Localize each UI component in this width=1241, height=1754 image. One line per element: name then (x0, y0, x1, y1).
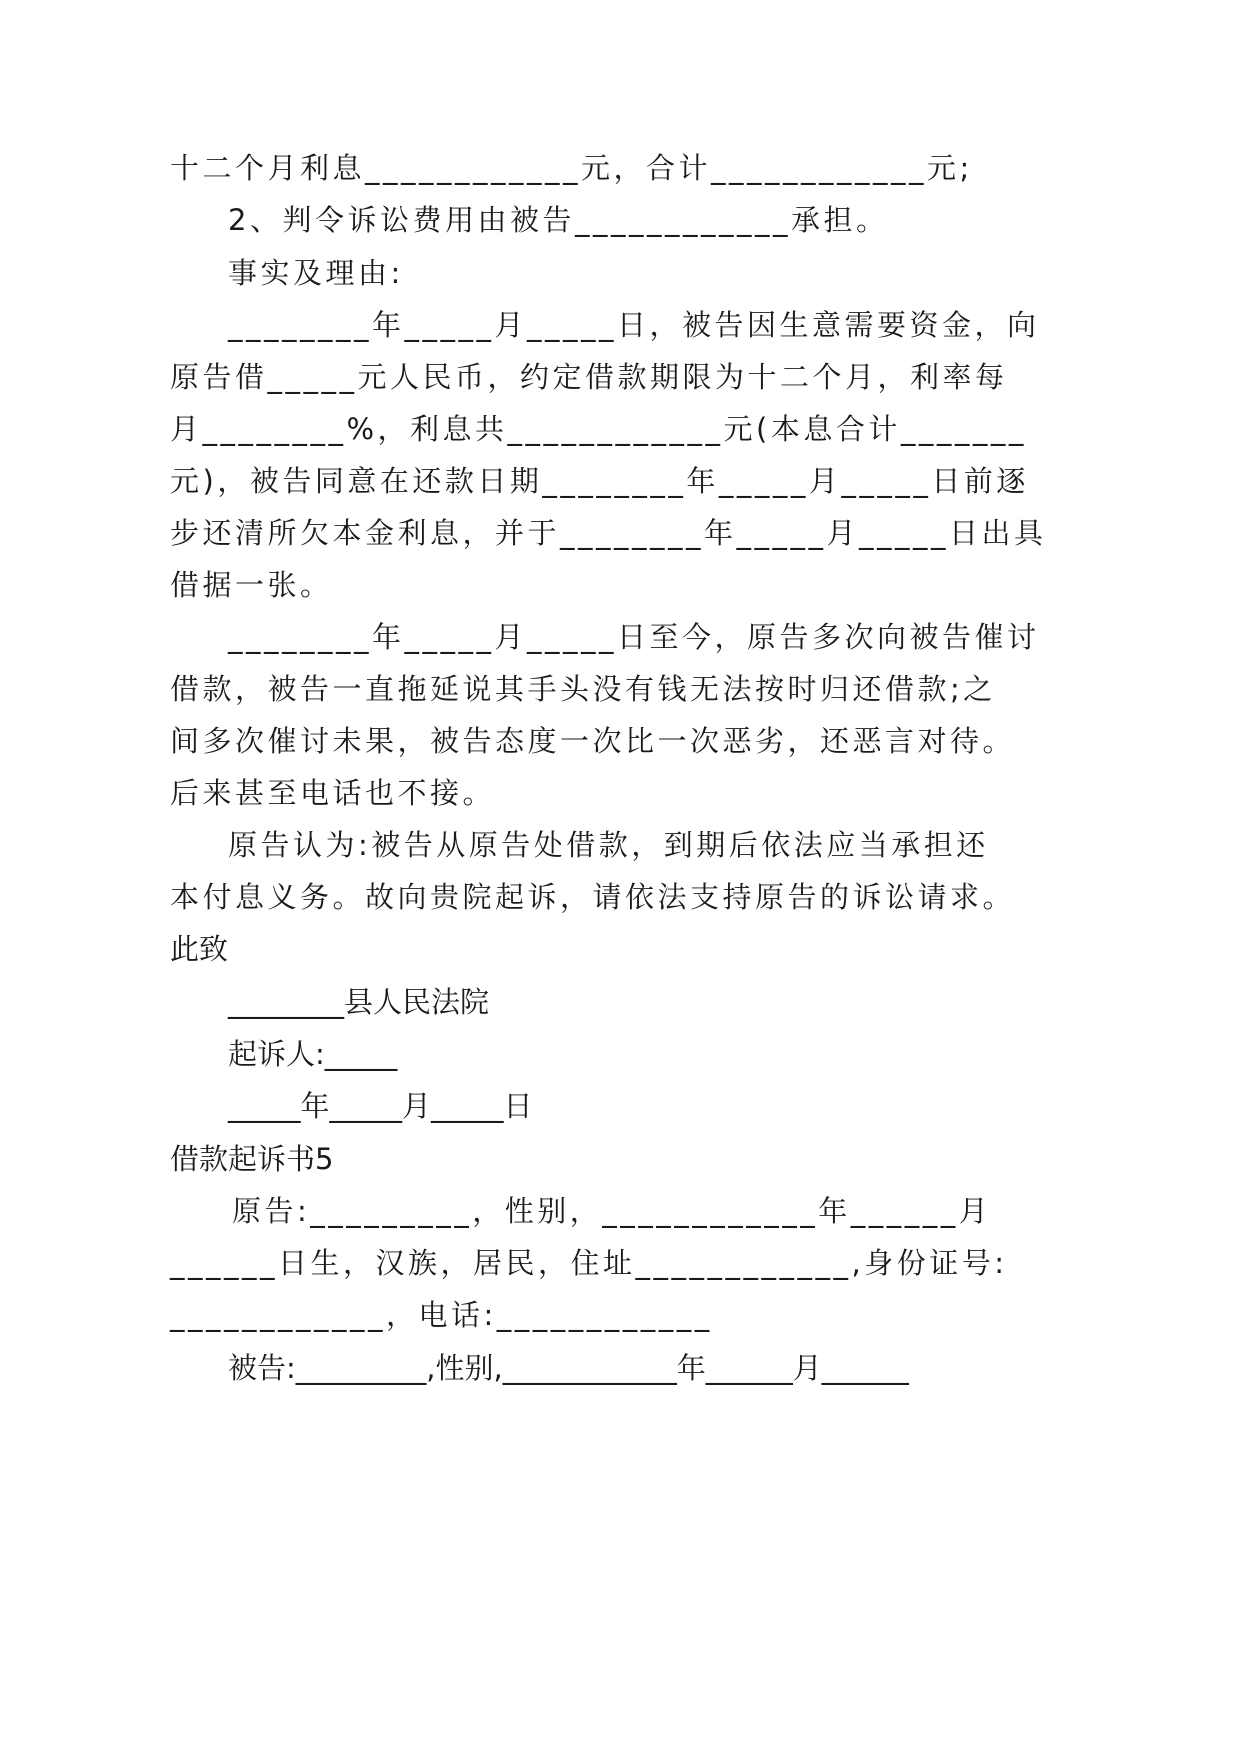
text-line: 间多次催讨未果，被告态度一次比一次恶劣，还恶言对待。 (170, 724, 1016, 758)
text-line: ________年_____月_____日，被告因生意需要资金，向 (228, 308, 1040, 342)
section-heading-facts: 事实及理由: (228, 256, 404, 290)
text-line: 本付息义务。故向贵院起诉，请依法支持原告的诉讼请求。 (170, 880, 1016, 914)
plaintiff-info-line: ____________，电话:____________ (170, 1298, 713, 1332)
defendant-info-line: 被告:_________,性别,____________年______月______ (228, 1351, 909, 1385)
text-line: 原告认为:被告从原告处借款，到期后依法应当承担还 (228, 828, 989, 862)
text-line: 借款，被告一直拖延说其手头没有钱无法按时归还借款;之 (170, 672, 996, 706)
plaintiff-info-line: 原告:_________，性别，____________年______月 (232, 1194, 992, 1228)
text-line: 后来甚至电话也不接。 (170, 776, 496, 810)
text-line: 月________%，利息共____________元(本息合计_______ (170, 412, 1027, 446)
text-line: 借据一张。 (170, 568, 333, 602)
text-line: ________年_____月_____日至今，原告多次向被告催讨 (228, 620, 1040, 654)
text-line-interest-total: 十二个月利息____________元，合计____________元; (170, 151, 973, 185)
text-line: 原告借_____元人民币，约定借款期限为十二个月，利率每 (170, 360, 1008, 394)
salutation: 此致 (170, 932, 229, 966)
text-line-litigation-cost: 2、判令诉讼费用由被告____________承担。 (228, 203, 889, 237)
document-title: 借款起诉书5 (170, 1142, 334, 1176)
court-name: ________县人民法院 (228, 985, 490, 1019)
signature-date: _____年_____月_____日 (228, 1089, 533, 1123)
plaintiff-info-line: ______日生，汉族，居民，住址____________,身份证号: (170, 1246, 1008, 1280)
text-line: 元)，被告同意在还款日期________年_____月_____日前逐 (170, 464, 1029, 498)
plaintiff-signature: 起诉人:_____ (228, 1037, 398, 1071)
text-line: 步还清所欠本金利息，并于________年_____月_____日出具 (170, 516, 1047, 550)
